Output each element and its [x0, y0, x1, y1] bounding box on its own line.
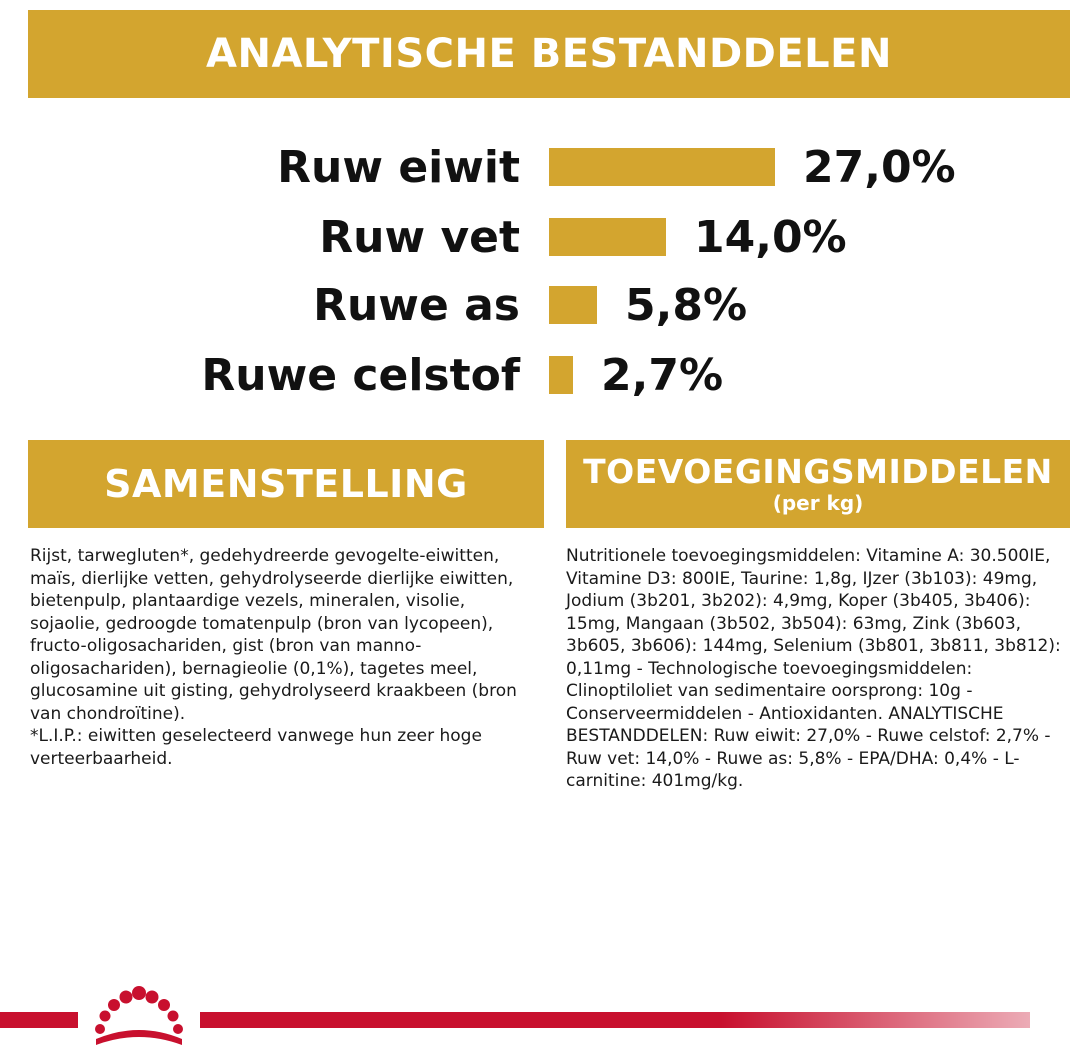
additives-text-block — [566, 545, 1074, 793]
analysis-row-value: 27,0% — [803, 142, 956, 193]
analysis-row-bar — [549, 286, 597, 324]
analysis-row-label: Ruw vet — [319, 212, 520, 263]
analysis-banner — [28, 10, 1070, 98]
analysis-row — [0, 341, 1080, 411]
additives-subtitle: (per kg) — [772, 491, 864, 515]
analysis-row — [0, 133, 1080, 203]
additives-title: TOEVOEGINGSMIDDELEN — [583, 452, 1053, 491]
analysis-row — [0, 271, 1080, 341]
analysis-row-value: 2,7% — [601, 350, 724, 401]
analysis-row-value: 14,0% — [694, 212, 847, 263]
analysis-row-bar — [549, 218, 666, 256]
analysis-row-bar — [549, 148, 775, 186]
royal-canin-crown-icon — [78, 985, 200, 1053]
composition-text-block — [30, 545, 530, 770]
composition-text: Rijst, tarwegluten*, gedehydreerde gevogelte-eiwitten, maïs, dierlijke vetten, gehydrolyseerde dierlijke eiwitten, bietenpulp, plantaardige vezels, mineralen, visolie, sojaolie, gedroogde tomatenpulp (bron van lycopeen), fructo-oligosachariden, gist (bron van manno-oligosachariden), bernagieolie (0,1%), tagetes meel, glucosamine uit gisting, gehydrolyseerd kraakbeen (bron van chondroïtine). — [30, 546, 517, 724]
analysis-row-label: Ruwe celstof — [201, 350, 520, 401]
analysis-row — [0, 203, 1080, 273]
composition-title: SAMENSTELLING — [104, 462, 468, 506]
additives-text: Nutritionele toevoegingsmiddelen: Vitamine A: 30.500IE, Vitamine D3: 800IE, Taurine: 1,8g, IJzer (3b103): 49mg, Jodium (3b201, 3b202): 4,9mg, Koper (3b405, 3b406): 15mg, Mangaan (3b502, 3b504): 63mg, Zink (3b603, 3b605, 3b606): 144mg, Selenium (3b801, 3b811, 3b812): 0,11mg - Technologische toevoegingsmiddelen: Clinoptiloliet van sedimentaire oorsprong: 10g - Conserveermiddelen - Antioxidanten. ANALYTISCHE BESTANDDELEN: Ruw eiwit: 27,0% - Ruwe celstof: 2,7% - Ruw vet: 14,0% - Ruwe as: 5,8% - EPA/DHA: 0,4% - L-carnitine: 401mg/kg. — [566, 546, 1061, 791]
analysis-row-label: Ruw eiwit — [277, 142, 520, 193]
analysis-title: ANALYTISCHE BESTANDDELEN — [206, 31, 892, 77]
analysis-row-value: 5,8% — [625, 280, 748, 331]
additives-banner — [566, 440, 1070, 528]
composition-footnote: *L.I.P.: eiwitten geselecteerd vanwege hun zeer hoge verteerbaarheid. — [30, 726, 482, 769]
analysis-row-bar — [549, 356, 573, 394]
analysis-row-label: Ruwe as — [313, 280, 520, 331]
composition-banner — [28, 440, 544, 528]
